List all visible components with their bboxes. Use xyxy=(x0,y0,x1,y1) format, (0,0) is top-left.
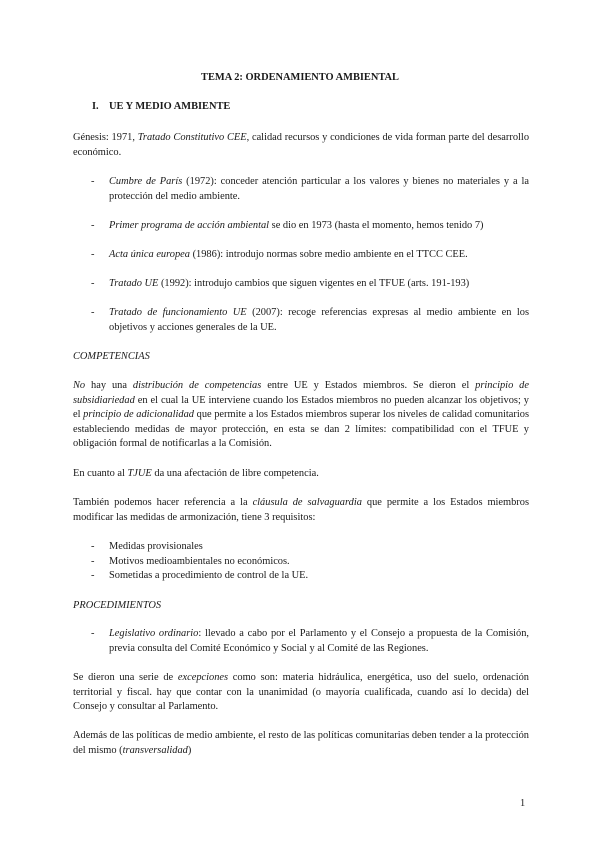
bullet-dash: - xyxy=(91,176,95,187)
tjue-paragraph xyxy=(73,467,529,482)
text-span: que permite a los Estados miembros superar los niveles de calidad comunitarios estableciendo medidas de mayor protección, en esta se dan 2 límites: compatibilidad con el TFUE y obligación formal de notificarlas a la Comisión. xyxy=(73,409,529,449)
requirement-text: Motivos medioambientales no económicos. xyxy=(109,556,290,567)
section-title: UE Y MEDIO AMBIENTE xyxy=(109,101,231,112)
text-span: entre UE y Estados miembros. Se dieron el xyxy=(261,380,476,391)
bullet-dash: - xyxy=(91,541,95,552)
text-span: hay una xyxy=(85,380,133,391)
text-span: También podemos hacer referencia a la xyxy=(73,497,253,508)
text-span: transversalidad xyxy=(122,744,188,756)
text-span: principio de subsidiariedad xyxy=(73,380,529,406)
milestone-text: (1992): introdujo cambios que siguen vigentes en el TFUE (arts. 191-193) xyxy=(158,278,470,289)
genesis-italic: Tratado Constitutivo CEE xyxy=(137,132,247,143)
text-span: da una afectación de libre competencia. xyxy=(151,468,319,479)
milestone-name: Tratado de funcionamiento UE xyxy=(109,307,247,318)
bullet-dash: - xyxy=(91,570,95,581)
milestone-text: (2007): recoge referencias expresas al medio ambiente en los objetivos y acciones generales de la UE. xyxy=(109,307,529,333)
genesis-paragraph xyxy=(73,131,529,160)
text-span: cláusula de salvaguardia xyxy=(252,497,362,508)
text-span: Además de las políticas de medio ambiente, el resto de las políticas comunitarias deben tender a la protección del mismo ( xyxy=(73,730,529,756)
genesis-prefix: Génesis: 1971, xyxy=(73,132,138,143)
bullet-dash: - xyxy=(91,307,95,318)
bullet-dash: - xyxy=(91,556,95,567)
requirement-text: Medidas provisionales xyxy=(109,541,203,552)
excepciones-paragraph xyxy=(73,671,529,715)
text-span: en el cual la UE interviene cuando los Estados miembros no pueden alcanzar los objetivos; y el xyxy=(73,394,529,420)
page-number: 1 xyxy=(520,798,526,809)
text-span: TJUE xyxy=(127,468,152,479)
document-title: TEMA 2: ORDENAMIENTO AMBIENTAL xyxy=(201,72,399,83)
milestone-text: (1986): introdujo normas sobre medio ambiente en el TTCC CEE. xyxy=(189,249,468,260)
milestone-text: (1972): conceder atención particular a los valores y bienes no materiales y a la protección del medio ambiente. xyxy=(109,176,529,202)
requirement-text: Sometidas a procedimiento de control de la UE. xyxy=(109,570,309,581)
section-heading xyxy=(92,100,230,115)
text-span: En cuanto al xyxy=(73,468,128,479)
text-span: que permite a los Estados miembros modificar las medidas de armonización, tiene 3 requisitos: xyxy=(73,497,529,523)
text-span: como son: materia hidráulica, energética, uso del suelo, ordenación territorial y fiscal. hay que contar con la unanimidad (o mayoría cualificada, cuando así lo decida) del Consejo y consultar al Parlamento. xyxy=(73,672,529,712)
milestone-name: Acta única europea xyxy=(109,249,190,260)
text-span: principio de adicionalidad xyxy=(83,409,194,420)
text-span: distribución de competencias xyxy=(132,380,262,391)
text-span: ) xyxy=(187,744,192,756)
bullet-dash: - xyxy=(91,628,95,639)
procedure-name: Legislativo ordinario xyxy=(109,628,199,639)
text-span: excepciones xyxy=(177,672,229,683)
section-number: I. xyxy=(92,101,99,112)
competencias-paragraph xyxy=(73,379,529,452)
milestone-text: se dio en 1973 (hasta el momento, hemos tenido 7) xyxy=(269,220,484,231)
text-span: No xyxy=(73,380,86,391)
bullet-dash: - xyxy=(91,220,95,231)
salvaguardia-paragraph xyxy=(73,496,529,525)
milestone-name: Tratado UE xyxy=(109,278,159,289)
procedure-text: : llevado a cabo por el Parlamento y el Consejo a propuesta de la Comisión, previa consulta del Comité Económico y Social y al Comité de las Regiones. xyxy=(109,628,529,654)
milestone-name: Primer programa de acción ambiental xyxy=(109,220,270,231)
procedimientos-heading: PROCEDIMIENTOS xyxy=(73,600,162,611)
milestone-name: Cumbre de París xyxy=(109,176,183,187)
text-span: Se dieron una serie de xyxy=(73,672,178,683)
bullet-dash: - xyxy=(91,249,95,260)
genesis-suffix: , calidad recursos y condiciones de vida forman parte del desarrollo económico. xyxy=(73,132,530,158)
bullet-dash: - xyxy=(91,278,95,289)
transversalidad-paragraph xyxy=(73,729,529,758)
competencias-heading: COMPETENCIAS xyxy=(73,351,150,362)
